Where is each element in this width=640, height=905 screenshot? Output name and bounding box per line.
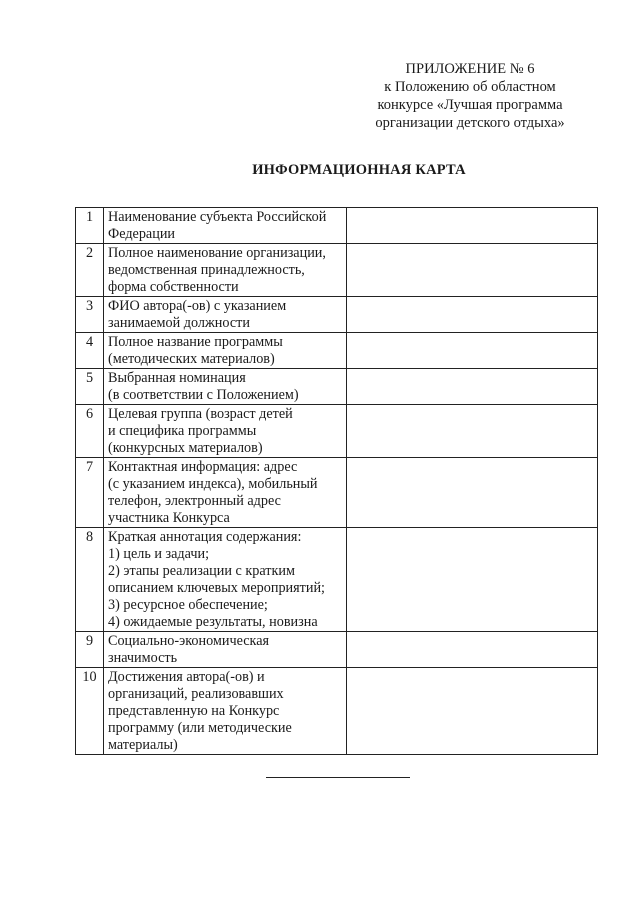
row-value-cell (347, 333, 598, 369)
row-value-cell (347, 369, 598, 405)
row-label: Целевая группа (возраст детей и специфика программы (конкурсных материалов) (104, 405, 347, 458)
row-label: Полное наименование организации, ведомственная принадлежность, форма собственности (104, 244, 347, 297)
row-label: Полное название программы (методических материалов) (104, 333, 347, 369)
row-value-cell (347, 405, 598, 458)
row-value-cell (347, 458, 598, 528)
row-value-cell (347, 244, 598, 297)
row-number: 1 (76, 208, 104, 244)
table-row (76, 528, 598, 632)
table-row (76, 668, 598, 755)
table-row (76, 244, 598, 297)
table-row (76, 632, 598, 668)
table-row (76, 297, 598, 333)
table-row (76, 405, 598, 458)
row-number: 3 (76, 297, 104, 333)
row-number: 10 (76, 668, 104, 755)
table-row (76, 208, 598, 244)
table-row (76, 458, 598, 528)
row-value-cell (347, 668, 598, 755)
row-value-cell (347, 208, 598, 244)
appendix-header (360, 60, 580, 132)
row-number: 7 (76, 458, 104, 528)
info-card-table (75, 207, 598, 755)
appendix-reference-line-2: конкурсе «Лучшая программа (377, 97, 563, 113)
row-number: 9 (76, 632, 104, 668)
closing-divider-line (266, 777, 410, 778)
row-number: 6 (76, 405, 104, 458)
row-label: Контактная информация: адрес (с указанием индекса), мобильный телефон, электронный адрес участника Конкурса (104, 458, 347, 528)
table-row (76, 333, 598, 369)
appendix-number: ПРИЛОЖЕНИЕ № 6 (405, 61, 535, 77)
appendix-reference-line-1: к Положению об областном (384, 79, 556, 95)
row-number: 8 (76, 528, 104, 632)
row-value-cell (347, 297, 598, 333)
row-label: Выбранная номинация (в соответствии с Положением) (104, 369, 347, 405)
row-number: 2 (76, 244, 104, 297)
table-row (76, 369, 598, 405)
document-title: ИНФОРМАЦИОННАЯ КАРТА (252, 162, 466, 178)
row-label: Достижения автора(-ов) и организаций, реализовавших представленную на Конкурс программу (или методические материалы) (104, 668, 347, 755)
row-label: ФИО автора(-ов) с указанием занимаемой должности (104, 297, 347, 333)
row-number: 4 (76, 333, 104, 369)
row-label: Наименование субъекта Российской Федерации (104, 208, 347, 244)
row-number: 5 (76, 369, 104, 405)
row-label: Социально-экономическая значимость (104, 632, 347, 668)
row-label: Краткая аннотация содержания: 1) цель и задачи; 2) этапы реализации с кратким описанием ключевых мероприятий; 3) ресурсное обеспечение; 4) ожидаемые результаты, новизна (104, 528, 347, 632)
appendix-reference-line-3: организации детского отдыха» (375, 115, 565, 131)
row-value-cell (347, 528, 598, 632)
row-value-cell (347, 632, 598, 668)
